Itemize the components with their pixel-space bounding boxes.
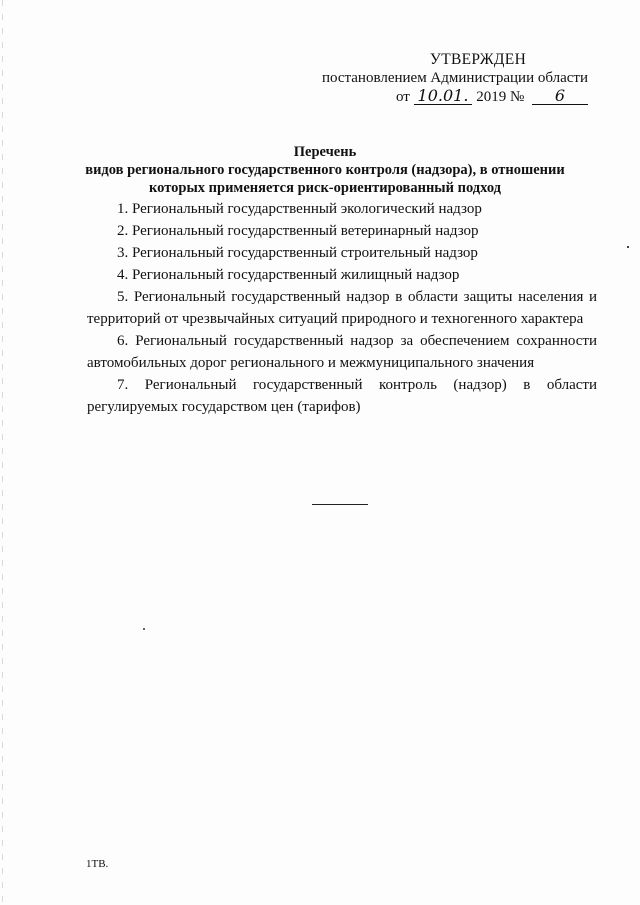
list-item: 2. Региональный государственный ветеринарный надзор: [117, 223, 479, 239]
scan-edge-artifact: [2, 0, 3, 905]
end-divider: [312, 504, 368, 505]
approval-date-value: 10.01.: [414, 88, 473, 105]
list-item: 5. Региональный государственный надзор в области защиты населения и территорий от чрезвычайных ситуаций природного и техногенного характера: [87, 289, 597, 327]
list-item: 4. Региональный государственный жилищный надзор: [117, 267, 460, 283]
title-line-1: Перечень: [293, 144, 357, 160]
approval-block: [308, 50, 588, 107]
approval-date-prefix: от: [395, 89, 410, 105]
list-item: 6. Региональный государственный надзор за обеспечением сохранности автомобильных дорог регионального и межмуниципального значения: [87, 333, 597, 371]
item-list: [87, 198, 597, 418]
footer-mark: 1ТВ.: [86, 858, 109, 870]
approval-number-value: 6: [532, 88, 588, 105]
document-title: [60, 143, 590, 197]
approval-title: УТВЕРЖДЕН: [429, 51, 527, 68]
scan-speck-right: [627, 246, 629, 248]
approval-authority: постановлением Администрации области: [321, 70, 588, 86]
scan-speck: [143, 628, 145, 630]
list-item: 1. Региональный государственный экологический надзор: [117, 201, 482, 217]
title-line-3: которых применяется риск-ориентированный подход: [149, 180, 501, 196]
approval-date-line: [308, 88, 588, 107]
approval-year: 2019 №: [476, 89, 525, 105]
list-item: 3. Региональный государственный строительный надзор: [117, 245, 478, 261]
list-item: 7. Региональный государственный контроль (надзор) в области регулируемых государством цен (тарифов): [87, 377, 597, 415]
title-line-2: видов регионального государственного контроля (надзора), в отношении: [85, 162, 565, 178]
